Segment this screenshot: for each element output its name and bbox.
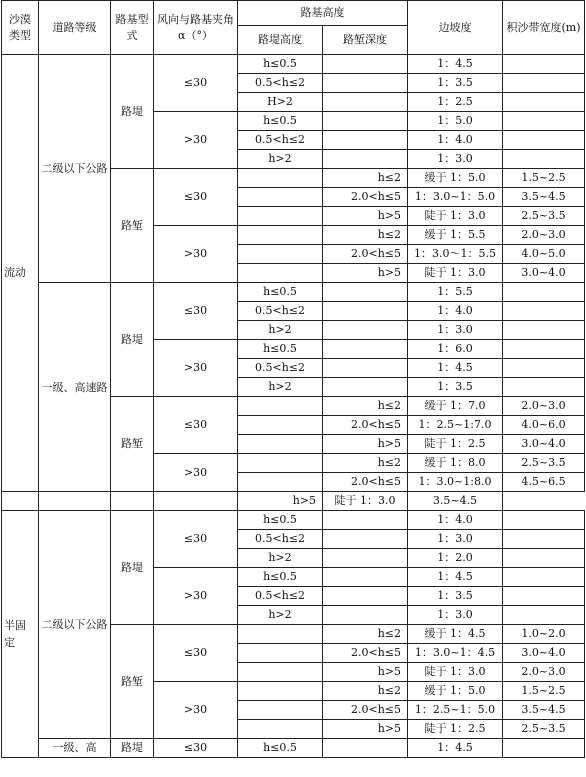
- cut-depth-cell: 2.0<h≤5: [323, 245, 408, 264]
- wind-angle-cell: ≤30: [154, 625, 238, 682]
- embankment-height-cell: [238, 207, 323, 226]
- embankment-height-cell: 0.5<h≤2: [238, 74, 323, 93]
- road-grade-cell: 一级、高: [39, 739, 111, 758]
- sand-belt-cell: 3.0~4.0: [503, 264, 585, 283]
- roadbed-type-cell: 路堤: [111, 55, 154, 169]
- slope-cell: 陡于 1：2.5: [408, 435, 503, 454]
- slope-cell: 1：4.5: [408, 739, 503, 758]
- embankment-height-cell: h≤0.5: [238, 568, 323, 587]
- sand-belt-cell: 1.5~2.5: [503, 169, 585, 188]
- cut-depth-cell: [323, 359, 408, 378]
- header-sand-belt-width: 积沙带宽度(m): [503, 1, 585, 55]
- embankment-height-cell: h>2: [238, 150, 323, 169]
- embankment-height-cell: h≤0.5: [238, 739, 323, 758]
- cut-depth-cell: h>5: [323, 207, 408, 226]
- wind-angle-cell: >30: [154, 454, 238, 492]
- slope-cell: 1：3.0～1：5.5: [408, 245, 503, 264]
- cut-depth-cell: [323, 568, 408, 587]
- embankment-height-cell: h≤0.5: [238, 340, 323, 359]
- embankment-height-cell: [238, 625, 323, 644]
- slope-cell: 1：4.5: [408, 55, 503, 74]
- slope-cell: 1：3.0: [408, 321, 503, 340]
- sand-belt-cell: [503, 340, 585, 359]
- embankment-height-cell: h≤0.5: [238, 511, 323, 530]
- header-desert-type: 沙漠类型: [2, 1, 39, 55]
- cut-depth-cell: 2.0<h≤5: [323, 473, 408, 492]
- slope-cell: 1：3.0: [408, 606, 503, 625]
- wind-angle-cell: ≤30: [154, 55, 238, 112]
- cut-depth-cell: [323, 340, 408, 359]
- cut-depth-cell: 2.0<h≤5: [323, 188, 408, 207]
- embankment-height-cell: 0.5<h≤2: [238, 587, 323, 606]
- sand-belt-cell: [503, 549, 585, 568]
- road-grade-cell: 一级、高速路: [39, 283, 111, 492]
- cut-depth-cell: 2.0<h≤5: [323, 701, 408, 720]
- roadbed-type-cell: 路堑: [111, 625, 154, 739]
- slope-cell: 1：5.5: [408, 283, 503, 302]
- embankment-height-cell: [238, 454, 323, 473]
- embankment-height-cell: h≤0.5: [238, 283, 323, 302]
- sand-belt-cell: [503, 321, 585, 340]
- slope-cell: 1：2.5~1:7.0: [408, 416, 503, 435]
- cut-depth-cell: [323, 378, 408, 397]
- sand-belt-cell: 2.5~3.5: [503, 720, 585, 739]
- embankment-height-cell: 0.5<h≤2: [238, 131, 323, 150]
- sand-belt-cell: 2.5~3.5: [503, 454, 585, 473]
- sand-belt-cell: [503, 150, 585, 169]
- embankment-height-cell: [238, 435, 323, 454]
- embankment-height-cell: h>2: [238, 378, 323, 397]
- slope-cell: 1：2.5: [408, 93, 503, 112]
- slope-cell: 1：4.0: [408, 131, 503, 150]
- roadbed-type-cell-continued: [39, 492, 111, 511]
- embankment-height-cell: [238, 701, 323, 720]
- sand-belt-cell: 3.0~4.0: [503, 644, 585, 663]
- slope-cell: 1：3.5: [408, 378, 503, 397]
- slope-cell: 陡于 1：3.0: [408, 264, 503, 283]
- cut-depth-cell: [323, 739, 408, 758]
- slope-cell: 陡于 1：2.5: [408, 720, 503, 739]
- cut-depth-cell: 2.0<h≤5: [323, 644, 408, 663]
- slope-cell: 缓于 1：5.0: [408, 169, 503, 188]
- sand-belt-cell: [503, 530, 585, 549]
- wind-angle-cell: >30: [154, 568, 238, 625]
- slope-cell: 1：4.0: [408, 302, 503, 321]
- cut-depth-cell: h>5: [323, 435, 408, 454]
- sand-belt-cell: [503, 587, 585, 606]
- sand-roadbed-slope-table: [1, 0, 585, 758]
- sand-belt-cell: [503, 739, 585, 758]
- sand-belt-cell: [503, 112, 585, 131]
- slope-cell: 1：3.0: [408, 150, 503, 169]
- cut-depth-cell: [323, 93, 408, 112]
- slope-cell: 1：4.0: [408, 511, 503, 530]
- sand-belt-cell: 4.0~6.0: [503, 416, 585, 435]
- cut-depth-cell: h≤2: [323, 226, 408, 245]
- embankment-height-cell: [238, 720, 323, 739]
- cut-depth-cell: [323, 74, 408, 93]
- sand-belt-cell: 2.0~3.0: [503, 397, 585, 416]
- sand-belt-cell: 2.0~3.0: [503, 663, 585, 682]
- sand-belt-cell: [503, 131, 585, 150]
- cut-depth-cell: h≤2: [323, 397, 408, 416]
- sand-belt-cell: [503, 302, 585, 321]
- header-wind-angle: 风向与路基夹角α（°）: [154, 1, 238, 55]
- wind-angle-cell-continued: [111, 492, 154, 511]
- cut-depth-cell: [323, 530, 408, 549]
- sand-belt-cell: [503, 511, 585, 530]
- cut-depth-cell: h≤2: [323, 454, 408, 473]
- embankment-height-cell: [238, 245, 323, 264]
- embankment-height-cell: [238, 188, 323, 207]
- embankment-height-cell: [238, 264, 323, 283]
- slope-cell: 1：4.5: [408, 568, 503, 587]
- header-cut-depth: 路堑深度: [323, 26, 408, 55]
- sand-belt-cell: 3.0~4.0: [503, 435, 585, 454]
- cut-depth-cell: h>5: [238, 492, 323, 511]
- header-road-grade: 道路等级: [39, 1, 111, 55]
- cut-depth-cell: [323, 587, 408, 606]
- road-grade-cell: 二级以下公路: [39, 511, 111, 739]
- slope-cell: 陡于 1：3.0: [323, 492, 408, 511]
- header-embankment-height: 路堤高度: [238, 26, 323, 55]
- roadbed-type-cell: 路堤: [111, 739, 154, 758]
- wind-angle-cell: ≤30: [154, 739, 238, 758]
- cut-depth-cell: [323, 302, 408, 321]
- roadbed-type-cell: 路堑: [111, 169, 154, 283]
- cut-depth-cell: [323, 321, 408, 340]
- sand-belt-cell: 3.5~4.5: [503, 701, 585, 720]
- sand-belt-cell: 2.0~3.0: [503, 226, 585, 245]
- header-roadbed-type: 路基型式: [111, 1, 154, 55]
- embankment-height-cell: [238, 682, 323, 701]
- slope-cell: 1：3.5: [408, 587, 503, 606]
- embankment-height-cell: 0.5<h≤2: [238, 359, 323, 378]
- slope-cell: 1：3.5: [408, 74, 503, 93]
- sand-belt-cell: [503, 568, 585, 587]
- slope-cell: 1：3.0~1:8.0: [408, 473, 503, 492]
- wind-angle-cell: >30: [154, 226, 238, 283]
- cut-depth-cell: [323, 55, 408, 74]
- embankment-height-cell: h≤0.5: [238, 112, 323, 131]
- embankment-height-cell: [238, 416, 323, 435]
- wind-angle-cell: ≤30: [154, 397, 238, 454]
- embankment-height-cell: h>2: [238, 606, 323, 625]
- embankment-height-cell: [238, 644, 323, 663]
- slope-cell: 1：6.0: [408, 340, 503, 359]
- sand-belt-cell: 4.5~6.5: [503, 473, 585, 492]
- road-grade-cell: 二级以下公路: [39, 55, 111, 283]
- sand-belt-cell: [503, 606, 585, 625]
- header-roadbed-height: 路基高度: [238, 1, 408, 26]
- sand-belt-cell: [503, 359, 585, 378]
- embankment-height-cell: [238, 473, 323, 492]
- embankment-height-cell: 0.5<h≤2: [238, 530, 323, 549]
- cut-depth-cell: h≤2: [323, 682, 408, 701]
- wind-angle-cell: ≤30: [154, 283, 238, 340]
- sand-belt-cell: 3.5~4.5: [503, 188, 585, 207]
- slope-cell: 缓于 1：8.0: [408, 454, 503, 473]
- cut-depth-cell: 2.0<h≤5: [323, 416, 408, 435]
- wind-angle-cell: >30: [154, 682, 238, 739]
- sand-belt-cell: 1.5~2.5: [503, 682, 585, 701]
- slope-cell: 1：2.5~1：5.0: [408, 701, 503, 720]
- cut-depth-cell: h>5: [323, 720, 408, 739]
- cut-depth-cell: [323, 606, 408, 625]
- cut-depth-cell: h≤2: [323, 169, 408, 188]
- embankment-height-cell: [154, 492, 238, 511]
- embankment-height-cell: [238, 397, 323, 416]
- slope-cell: 陡于 1：3.0: [408, 663, 503, 682]
- sand-belt-cell: [503, 283, 585, 302]
- slope-cell: 1：5.0: [408, 112, 503, 131]
- embankment-height-cell: 0.5<h≤2: [238, 302, 323, 321]
- sand-belt-cell: [503, 93, 585, 112]
- header-slope: 边坡度: [408, 1, 503, 55]
- cut-depth-cell: [323, 150, 408, 169]
- road-grade-cell-continued: [2, 492, 39, 511]
- cut-depth-cell: h>5: [323, 264, 408, 283]
- slope-cell: 缓于 1：5.0: [408, 682, 503, 701]
- cut-depth-cell: [323, 549, 408, 568]
- cut-depth-cell: [323, 112, 408, 131]
- cut-depth-cell: [323, 283, 408, 302]
- cut-depth-cell: h>5: [323, 663, 408, 682]
- slope-cell: 1：4.5: [408, 359, 503, 378]
- sand-belt-cell: [503, 378, 585, 397]
- wind-angle-cell: >30: [154, 340, 238, 397]
- embankment-height-cell: H>2: [238, 93, 323, 112]
- slope-cell: 缓于 1：4.5: [408, 625, 503, 644]
- roadbed-type-cell: 路堑: [111, 397, 154, 492]
- slope-cell: 1：3.0~1：4.5: [408, 644, 503, 663]
- sand-belt-cell: [503, 55, 585, 74]
- slope-cell: 1：2.0: [408, 549, 503, 568]
- embankment-height-cell: h>2: [238, 321, 323, 340]
- sand-belt-cell: [503, 74, 585, 93]
- slope-cell: 1：3.0: [408, 530, 503, 549]
- cut-depth-cell: h≤2: [323, 625, 408, 644]
- wind-angle-cell: ≤30: [154, 169, 238, 226]
- embankment-height-cell: h>2: [238, 549, 323, 568]
- sand-belt-cell: 3.5~4.5: [408, 492, 503, 511]
- roadbed-type-cell: 路堤: [111, 283, 154, 397]
- embankment-height-cell: [238, 226, 323, 245]
- sand-belt-cell: 2.5~3.5: [503, 207, 585, 226]
- cut-depth-cell: [323, 511, 408, 530]
- desert-type-cell: 流动: [2, 55, 39, 492]
- roadbed-type-cell: 路堤: [111, 511, 154, 625]
- wind-angle-cell: ≤30: [154, 511, 238, 568]
- wind-angle-cell: >30: [154, 112, 238, 169]
- cut-depth-cell: [323, 131, 408, 150]
- slope-cell: 缓于 1：5.5: [408, 226, 503, 245]
- slope-cell: 缓于 1：7.0: [408, 397, 503, 416]
- embankment-height-cell: [238, 663, 323, 682]
- sand-belt-cell: 1.0~2.0: [503, 625, 585, 644]
- desert-type-cell: 半固定: [2, 511, 39, 758]
- embankment-height-cell: h≤0.5: [238, 55, 323, 74]
- slope-cell: 陡于 1：3.0: [408, 207, 503, 226]
- embankment-height-cell: [238, 169, 323, 188]
- slope-cell: 1：3.0~1：5.0: [408, 188, 503, 207]
- sand-belt-cell: 4.0~5.0: [503, 245, 585, 264]
